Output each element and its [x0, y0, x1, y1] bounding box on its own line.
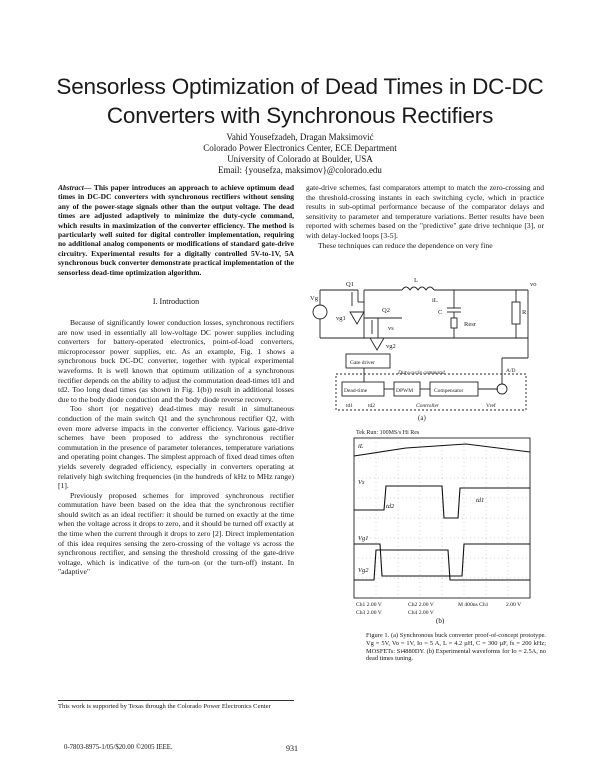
schematic-label-il: iL	[432, 297, 438, 304]
scope-label-vs: Vs	[358, 479, 365, 486]
schematic-label-vs: vs	[388, 325, 394, 332]
schematic-label-vg2: vg2	[386, 343, 396, 350]
abstract	[58, 183, 294, 277]
scope-ch4: Ch4 2.00 V	[408, 610, 434, 616]
schematic-label-q2: Q2	[382, 307, 390, 314]
schematic-label-gate-driver: Gate driver	[350, 360, 375, 366]
schematic-label-compensator: Compensator	[434, 388, 464, 394]
scope-label-td2: td2	[386, 503, 395, 510]
paper-title	[40, 72, 560, 130]
schematic-label-vo: vo	[530, 281, 537, 288]
schematic-label-duty-cycle: Duty-cycle command	[398, 370, 445, 376]
schematic-label-dpwm: DPWM	[396, 388, 414, 394]
schematic-label-c: C	[438, 309, 443, 316]
email: Email: {yousefza, maksimov}@colorado.edu	[218, 165, 382, 175]
scope-ch2: Ch2 2.00 V	[408, 602, 434, 608]
abstract-label: Abstract	[58, 183, 84, 192]
scope-header: Tek Run: 100MS/s Hi Res	[356, 430, 420, 436]
schematic-label-td1: td1	[346, 403, 354, 409]
schematic-label-adc: A/D	[506, 368, 516, 374]
schematic-label-deadtime: Dead-time	[344, 388, 368, 394]
title-line-2: Converters with Synchronous Rectifiers	[106, 103, 494, 128]
scope-label-il: iL	[358, 443, 364, 450]
affiliation-1: Colorado Power Electronics Center, ECE Department	[203, 143, 397, 153]
footnote: This work is supported by Texas through the Colorado Power Electronics Center	[58, 700, 294, 711]
scope-trigger: 2.00 V	[506, 602, 522, 608]
scope-ch3: Ch3 2.00 V	[356, 610, 382, 616]
title-line-1: Sensorless Optimization of Dead Times in DC-DC	[56, 74, 544, 99]
right-column-body	[306, 183, 544, 250]
paragraph: Too short (or negative) dead-times may result in simultaneous conduction of the main switch Q1 and the synchronous rectifier Q2, with even more adverse impacts in the converter efficiency. Various gate-drive schemes have been proposed to address the synchronous rectifier commutation in the presence of parameter tolerances, temperature variations and operating point changes. The simplest approach of fixed dead times often yields severely degraded efficiency, especially in converters operating at relatively high switching frequencies (in the hundreds of kHz to MHz range) [1].	[58, 404, 294, 491]
paragraph: Because of significantly lower conduction losses, synchronous rectifiers are now used in essentially all low-voltage DC power supplies including converters for battery-operated electronics, point-of-load converters, microprocessor power supplies, etc. As an example, Fig. 1 shows a synchronous buck DC-DC converter, together with typical experimental waveforms. It is well known that optimum utilization of a synchronous rectifier depends on the ability to adjust the commutation dead-times td1 and td2. Too long dead times (as shown in Fig. 1(b)) result in additional losses due to the body diode conduction and the body diode reverse recovery.	[58, 318, 294, 404]
scope-label-vg1: Vg1	[358, 535, 369, 542]
figure-label-a: (a)	[418, 414, 426, 422]
schematic-label-vref: Vref	[486, 403, 496, 409]
schematic-label-resr: Resr	[464, 321, 476, 328]
scope-label-td1: td1	[476, 497, 485, 504]
schematic-label-vg1: vg1	[336, 315, 346, 322]
scope-timebase: M 400ns Ch1	[458, 602, 489, 608]
figure-label-b: (b)	[436, 617, 445, 624]
schematic-label-vg: Vg	[310, 295, 318, 302]
figure-1b-scope	[346, 426, 538, 624]
schematic-label-r: R	[522, 309, 527, 316]
scope-label-vg2: Vg2	[358, 567, 369, 574]
schematic-label-l: L	[414, 277, 418, 284]
paragraph: Previously proposed schemes for improved synchronous rectifier commutation have been based on the idea that the synchronous rectifier should switch as an ideal rectifier: it should be turned on exactly at the time when the voltage across it drops to zero, and it should be turned off exactly at the time when the current through it drops to zero [2]. Direct implementation of this idea requires sensing the zero-crossing of the voltage vs across the synchronous rectifier, and sensing the threshold crossing of the gate-drive voltage, which is indicative of the turn-on (or the turn-off) instant. In "adaptive"	[58, 490, 294, 577]
affiliation-2: University of Colorado at Boulder, USA	[227, 154, 373, 164]
schematic-label-td2: td2	[368, 403, 376, 409]
abstract-text: — This paper introduces an approach to achieve optimum dead times in DC-DC converters with synchronous rectifiers without sensing any of the power-stage signals other than the output voltage. The dead times are adjusted adaptively to minimize the duty-cycle command, which results in maximization of the converter efficiency. The method is particularly well suited for digital controller implementation, requiring no additional analog components or modifications of standard gate-drive circuitry. Experimental results for a digitally controlled 5V-to-1V, 5A synchronous buck converter demonstrate practical implementation of the sensorless dead-time optimization algorithm.	[58, 183, 294, 277]
copyright-line: 0-7803-8975-1/05/$20.00 ©2005 IEEE.	[64, 744, 173, 751]
schematic-label-q1: Q1	[346, 281, 354, 288]
paragraph: These techniques can reduce the dependence on very fine	[318, 240, 493, 250]
paragraph: gate-drive schemes, fast comparators attempt to match the zero-crossing and the threshold-crossing instants in each switching cycle, which in practice results in sub-optimal performance because of the comparator delays and sensitivity to parameter and temperature variations. Better results have been reported with schemes based on the "predictive" gate drive technique [3], or with delay-locked loops [3-5].	[306, 183, 544, 240]
authors: Vahid Yousefzadeh, Dragan Maksimović	[226, 132, 374, 142]
section-heading: I. Introduction	[152, 297, 200, 306]
author-block	[0, 132, 600, 176]
figure-caption: Figure 1. (a) Synchronous buck converter proof-of-concept prototype. Vg = 5V, Vo = 1V, Io = 5 A, L = 4.2 µH, C = 300 µF, fs = 200 kHz; MOSFETs: Si4880DY. (b) Experimental waveforms for Io = 2.5A, no dead times tuning.	[366, 632, 546, 663]
page-number: 931	[286, 744, 298, 753]
left-column-body	[58, 318, 294, 577]
scope-ch1: Ch1 2.00 V	[356, 602, 382, 608]
schematic-label-controller: Controller	[416, 403, 440, 409]
figure-1a-schematic	[306, 262, 544, 422]
